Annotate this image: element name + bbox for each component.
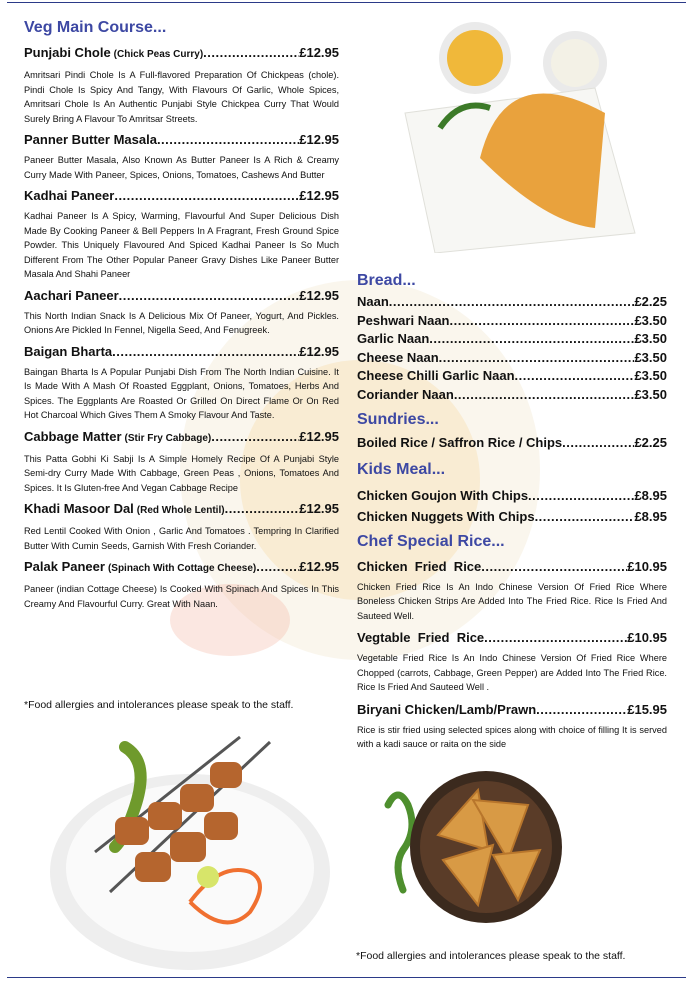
- item-subtitle: (Red Whole Lentil): [136, 505, 225, 516]
- sundries-title: Sundries...: [357, 410, 439, 428]
- item-name: Kadhai Paneer: [24, 188, 115, 203]
- menu-item: [24, 559, 339, 611]
- item-description: Amritsari Pindi Chole Is A Full-flavored Preparation Of Chickpeas (chole). Pindi Chole Is Spicy And Tangy, With Flavours Of Garlic, Whole Spices, Amritsari Chole Is An Authentic Punjabi Style Chickpea Curry That Would Surely Bring A Flavour To Amritsar Streets.: [24, 70, 339, 124]
- item-price: £15.95: [627, 701, 667, 717]
- item-name: Boiled Rice / Saffron Rice / Chips: [357, 434, 563, 450]
- item-price: £3.50: [634, 386, 667, 402]
- samosa-photo: [368, 765, 568, 925]
- item-description: Paneer Butter Masala, Also Known As Butter Paneer Is A Rich & Creamy Curry Made With Paneer, Spices, Onions, Tomatoes, Cashews And Butter: [24, 155, 339, 180]
- menu-item: [357, 386, 667, 405]
- item-subtitle: (Chick Peas Curry): [113, 49, 204, 60]
- menu-item: [357, 349, 667, 368]
- menu-item: [24, 45, 339, 126]
- item-price: £3.50: [634, 331, 667, 347]
- menu-item: [357, 559, 667, 624]
- menu-item: [24, 429, 339, 496]
- item-price: £12.95: [299, 428, 339, 444]
- item-price: £12.95: [299, 559, 339, 574]
- item-name: Panner Butter Masala: [24, 132, 157, 147]
- item-name: Punjabi Chole: [24, 45, 111, 60]
- bottom-rule: [7, 977, 686, 978]
- item-description: This North Indian Snack Is A Delicious Mix Of Paneer, Yogurt, And Pickles. Onions Are Pickled In Fennel, Nigella Seed, And Fenugreek.: [24, 310, 339, 335]
- bread-list: [357, 293, 667, 405]
- item-name: Khadi Masoor Dal: [24, 501, 134, 516]
- item-price: £12.95: [299, 45, 339, 60]
- menu-item: [357, 506, 667, 527]
- item-description: Rice is stir fried using selected spices along with choice of filling It is served with a kadi sauce or raita on the side: [357, 724, 667, 750]
- menu-item: [24, 132, 339, 182]
- menu-item: [24, 501, 339, 553]
- item-price: £2.25: [634, 434, 667, 450]
- item-name: Coriander Naan: [357, 386, 454, 402]
- item-name: Naan: [357, 294, 389, 309]
- chef-special-rice-title: Chef Special Rice...: [357, 532, 505, 550]
- item-description: This Patta Gobhi Ki Sabji Is A Simple Homely Recipe Of A Punjabi Style Semi-dry Curry Made With Cabbage, Green Peas , Onions, Tomatoes And Spices. It Is Gluten-free And Vegan Cabbage Recipe: [24, 453, 339, 493]
- item-price: £2.25: [634, 294, 667, 309]
- item-description: Baingan Bharta Is A Popular Punjabi Dish From The North Indian Cuisine. It Is Made With A Mash Of Roasted Eggplant, Onions, Tomatoes, Herbs And Spices. The Eggplants Are Roasted Or Grilled On Direct Flame Or On Red Hot Charcoal Which Gives Them A Smoky Flavour And Taste.: [24, 366, 339, 420]
- menu-item: [357, 312, 667, 331]
- item-name: Chicken Nuggets With Chips: [357, 508, 535, 524]
- item-price: £3.50: [634, 349, 667, 365]
- veg-main-course-title: Veg Main Course...: [24, 19, 167, 36]
- item-name: Biryani Chicken/Lamb/Prawn: [357, 701, 537, 717]
- item-name: Palak Paneer: [24, 559, 105, 574]
- item-description: Chicken Fried Rice Is An Indo Chinese Version Of Fried Rice Where Boneless Chicken Strips Are Added Into The Fried Rice. Rice Is Fried And Sauteed Well.: [357, 581, 667, 621]
- item-name: Chicken Goujon With Chips: [357, 487, 529, 503]
- top-rule: [7, 2, 686, 3]
- chicken-kebab-photo: [40, 722, 340, 977]
- menu-item: [357, 367, 667, 386]
- item-name: Garlic Naan: [357, 331, 430, 347]
- item-price: £12.95: [299, 343, 339, 359]
- item-price: £10.95: [627, 558, 667, 574]
- menu-item: [357, 630, 667, 695]
- right-menu-column: [357, 271, 667, 752]
- menu-item: [357, 485, 667, 506]
- item-price: £3.50: [634, 368, 667, 384]
- item-name: Aachari Paneer: [24, 287, 119, 303]
- item-price: £3.50: [634, 312, 667, 328]
- item-name: Cabbage Matter: [24, 428, 122, 444]
- menu-item: [24, 288, 339, 338]
- item-price: £12.95: [299, 287, 339, 303]
- item-price: £12.95: [299, 132, 339, 147]
- item-price: £8.95: [634, 487, 667, 503]
- item-subtitle: (Stir Fry Cabbage): [124, 432, 212, 444]
- menu-item: [357, 702, 667, 752]
- item-subtitle: (Spinach With Cottage Cheese): [107, 563, 257, 574]
- item-name: Vegtable Fried Rice: [357, 630, 485, 646]
- menu-item: [24, 188, 339, 282]
- bread-title: Bread...: [357, 272, 416, 289]
- allergy-notice-left: *Food allergies and intolerances please speak to the staff.: [24, 699, 294, 711]
- allergy-notice-right: *Food allergies and intolerances please speak to the staff.: [356, 950, 626, 962]
- item-description: Paneer (indian Cottage Cheese) Is Cooked With Spinach And Spices In This Creamy And Flavourful Curry. Great With Naan.: [24, 584, 339, 609]
- dosa-photo: [395, 18, 645, 253]
- item-name: Cheese Chilli Garlic Naan: [357, 368, 515, 384]
- item-description: Kadhai Paneer Is A Spicy, Warming, Flavourful And Super Delicious Dish Made By Cooking Paneer & Bell Peppers In A Fragrant, Fresh Ground Spice Powder. This Uniquely Flavoured And Spiced Kadhai Paneer Is So Much Different From The Other Popular Paneer Gravy Dishes Like Paneer Butter Masala And Shahi Paneer: [24, 211, 339, 279]
- item-price: £10.95: [627, 630, 667, 646]
- item-price: £12.95: [299, 501, 339, 516]
- item-price: £12.95: [299, 188, 339, 203]
- menu-item: [357, 293, 667, 312]
- item-name: Chicken Fried Rice: [357, 558, 482, 574]
- item-name: Cheese Naan: [357, 349, 439, 365]
- veg-main-course-section: [24, 18, 339, 611]
- item-description: Red Lentil Cooked With Onion , Garlic And Tomatoes . Tempring In Clarified Butter With Cumin Seeds, Garnish With Fresh Coriander.: [24, 526, 339, 551]
- item-description: Vegetable Fried Rice Is An Indo Chinese Version Of Fried Rice Where Chopped (carrots, Cabbage, Green Pepper) are Added Into The Fried Rice. Rice Is Fried And Sauteed Well .: [357, 653, 667, 693]
- item-name: Baigan Bharta: [24, 343, 113, 359]
- item-price: £8.95: [634, 508, 667, 524]
- menu-item: [357, 330, 667, 349]
- kids-meal-title: Kids Meal...: [357, 460, 446, 478]
- item-name: Peshwari Naan: [357, 312, 450, 328]
- menu-item: [357, 435, 667, 451]
- menu-item: [24, 344, 339, 423]
